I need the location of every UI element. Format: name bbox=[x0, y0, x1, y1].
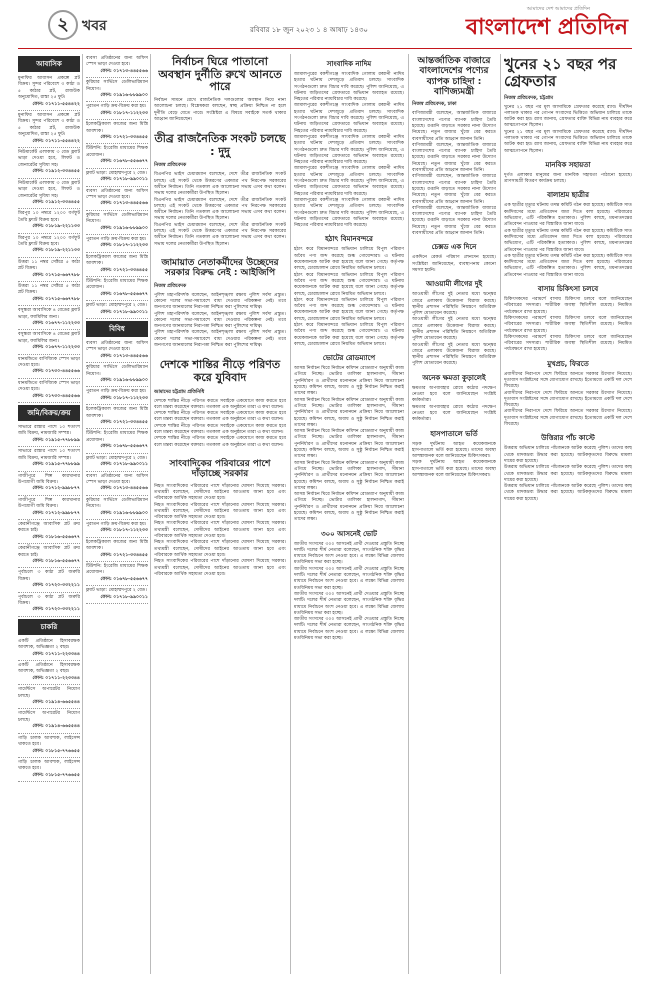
article-body: হঠাৎ করে বিমানবন্দরে অভিযান চালিয়ে বিপুল পরিমাণ অবৈধ পণ্য জব্দ করেছে শুল্ক গোয়েন্দারা। এ ঘটনায় কয়েকজনকে আটক করা হয়েছে বলে জানা গেছে। কর্তৃপক্ষ বলছে, চোরাচালান রোধে নিয়মিত অভিযান চলবে। bbox=[294, 247, 404, 272]
classified-ad-text: ব্যবসা প্রতিষ্ঠানের জন্য অফিস স্পেস ভাড়া দেওয়া হবে। bbox=[86, 188, 148, 200]
article-body: দুর্গত এলাকার মানুষের জন্য মানবিক সহায়তা পাঠানো হয়েছে। ত্রাণসামগ্রী বিতরণ কার্যক্রম চলছে। bbox=[504, 172, 632, 185]
classified-ad bbox=[18, 306, 80, 330]
classified-ad bbox=[86, 405, 148, 429]
classified-ad-phone: ফোন: ০১৭২১-৩৩৪৪৫৫ bbox=[100, 267, 148, 273]
article-body: নির্বাচন সামনে রেখে রাজনৈতিক দলগুলোর অবস্থান নিয়ে নানা আলোচনা চলছে। বিশ্লেষকরা বলছেন, স্বচ্ছ প্রক্রিয়া নিশ্চিত না হলে দুর্নীতি বেড়ে যেতে পারে। সংশ্লিষ্টরা এ বিষয়ে সবাইকে সতর্ক থাকার আহ্বান জানিয়েছেন। bbox=[154, 97, 286, 122]
center-news-column bbox=[294, 54, 404, 974]
classified-ad-text: কেরানীগঞ্জে আবাসিক প্লট ক্রয় করতে চাই। bbox=[18, 521, 80, 534]
classified-ad-phone: ফোন: ০১৭১১-২২৩৩৪৪ bbox=[32, 651, 80, 657]
article-body: আওয়ামী লীগের দুই নেতার মধ্যে দ্বন্দ্বের জেরে এলাকায় উত্তেজনা বিরাজ করছে। স্থানীয় প্রশাসন পরিস্থিতি নিয়ন্ত্রণে অতিরিক্ত পুলিশ মোতায়েন করেছে। bbox=[412, 292, 496, 317]
classified-ad-phone: ফোন: ০১৭২১-৩৩৪৪৫৫ bbox=[100, 420, 148, 426]
classified-ad bbox=[86, 102, 148, 120]
classifieds-column bbox=[18, 54, 80, 974]
classified-ad bbox=[18, 179, 80, 210]
classified-section-title: চাকরি bbox=[18, 619, 80, 635]
classified-ad bbox=[18, 74, 80, 111]
article-body: বিএনপির ভাইস চেয়ারম্যান বলেছেন, দেশে তীব্র রাজনৈতিক সংকট চলছে। এই সংকট থেকে উত্তরণের একমাত্র পথ নিরপেক্ষ সরকারের অধীনে নির্বাচন। তিনি গতকাল এক আলোচনা সভায় এসব কথা বলেন। সভায় দলের নেতাকর্মীরা উপস্থিত ছিলেন। bbox=[154, 197, 286, 222]
classified-ad-text: মিরপুর ১০ নম্বরে ১২০০ বর্গফুট তৈরি ফ্ল্যাট বিক্রয় হবে। bbox=[18, 235, 80, 247]
article-body: আওয়ামী লীগের দুই নেতার মধ্যে দ্বন্দ্বের জেরে এলাকায় উত্তেজনা বিরাজ করছে। স্থানীয় প্রশাসন পরিস্থিতি নিয়ন্ত্রণে অতিরিক্ত পুলিশ মোতায়েন করেছে। bbox=[412, 317, 496, 342]
classified-ad-text: ফ্ল্যাট ভাড়া: মোহাম্মদপুরে ২ বেড। bbox=[86, 303, 147, 309]
article-body: আসন্ন নির্বাচন ঘিরে নির্বাচন কমিশন রোডম্যাপ অনুযায়ী কাজ এগিয়ে নিচ্ছে। ভোটার তালিকা হালনাগাদ, সীমানা পুনর্নির্ধারণ ও প্রার্থীদের মনোনয়ন প্রক্রিয়া নিয়ে আলোচনা হয়েছে। কমিশন বলছে, অবাধ ও সুষ্ঠু নির্বাচন নিশ্চিত করাই তাদের লক্ষ্য। bbox=[294, 429, 404, 460]
classified-ad-text: নিউমার্কেট এলাকায় ৩ বেড ফ্ল্যাট ভাড়া দেওয়া হবে, লিফট ও জেনারেটর সুবিধা সহ। bbox=[18, 180, 80, 199]
lead-headline[interactable]: খুনের ২১ বছর পর গ্রেফতার bbox=[504, 55, 617, 91]
classified-ad-phone: ফোন: ০১৯১৬-৮৮৯৯০০ bbox=[100, 225, 148, 231]
classified-ad-text: ব্যবসা প্রতিষ্ঠানের জন্য অফিস স্পেস ভাড়া দেওয়া হবে। bbox=[86, 341, 148, 353]
article-body: দেশকে শান্তির নীড়ে পরিণত করতে সবাইকে একযোগে কাজ করতে হবে বলে মন্তব্য করেছেন বক্তারা। গতকাল এক অনুষ্ঠানে তারা এ কথা বলেন। bbox=[154, 398, 286, 410]
subhead-uttara[interactable]: উত্তিরার পাঁচ কাস্টে bbox=[541, 434, 595, 443]
classified-ad-phone: ফোন: ০১৭১৩-৪৪৫৫৬৬ bbox=[100, 353, 148, 359]
article-body: বিএনপির ভাইস চেয়ারম্যান বলেছেন, দেশে তীব্র রাজনৈতিক সংকট চলছে। এই সংকট থেকে উত্তরণের একমাত্র পথ নিরপেক্ষ সরকারের অধীনে নির্বাচন। তিনি গতকাল এক আলোচনা সভায় এসব কথা বলেন। সভায় দলের নেতাকর্মীরা উপস্থিত ছিলেন। bbox=[154, 172, 286, 197]
classified-ad-text: ব্যবসা প্রতিষ্ঠানের জন্য অফিস স্পেস ভাড়া দেওয়া হবে। bbox=[86, 56, 148, 68]
classified-ad-phone: ফোন: ০১৮১৭-১১২২৩৩ bbox=[100, 395, 148, 401]
classified-ad-text: ফ্ল্যাট ভাড়া: মোহাম্মদপুরে ২ বেড। bbox=[86, 170, 147, 176]
article-body: জাতীয় সংসদের ৩০০ আসনেই প্রার্থী দেওয়ার প্রস্তুতি নিচ্ছে দলটি। দলের শীর্ষ নেতারা বলেছেন, সাংগঠনিক শক্তি বৃদ্ধির মাধ্যমে নির্বাচনে অংশ নেওয়া হবে। এ লক্ষ্যে বিভিন্ন জেলায় মতবিনিময় সভা করা হচ্ছে। bbox=[294, 541, 404, 566]
classified-ad-text: ধানমন্ডিতে বাণিজ্যিক স্পেস ভাড়া দেওয়া হবে। bbox=[18, 356, 80, 369]
classified-ad-phone: ফোন: ০১৮১৫-৭৭৬৬৫৫ bbox=[32, 772, 80, 778]
classified-ad bbox=[86, 144, 148, 168]
article-body: আসন্ন নির্বাচন ঘিরে নির্বাচন কমিশন রোডম্যাপ অনুযায়ী কাজ এগিয়ে নিচ্ছে। ভোটার তালিকা হালনাগাদ, সীমানা পুনর্নির্ধারণ ও প্রার্থীদের মনোনয়ন প্রক্রিয়া নিয়ে আলোচনা হয়েছে। কমিশন বলছে, অবাধ ও সুষ্ঠু নির্বাচন নিশ্চিত করাই তাদের লক্ষ্য। bbox=[294, 397, 404, 428]
article-body: হঠাৎ করে বিমানবন্দরে অভিযান চালিয়ে বিপুল পরিমাণ অবৈধ পণ্য জব্দ করেছে শুল্ক গোয়েন্দারা। এ ঘটনায় কয়েকজনকে আটক করা হয়েছে বলে জানা গেছে। কর্তৃপক্ষ বলছে, চোরাচালান রোধে নিয়মিত অভিযান চলবে। bbox=[294, 272, 404, 297]
classified-ad-text: টিউশনি: ইংরেজি মাধ্যমের শিক্ষক প্রয়োজন। bbox=[86, 278, 148, 291]
classified-ad bbox=[86, 120, 148, 144]
classified-ad-phone: ফোন: ০১৭১১-৫৫৪৪২২ bbox=[32, 101, 80, 107]
classified-ad bbox=[18, 330, 80, 354]
classified-ad-text: কুরিয়ার সার্ভিসে ডেলিভারিম্যান নিয়োগ। bbox=[86, 365, 148, 377]
classifieds-column-2 bbox=[86, 54, 148, 974]
article-body: সড়ক দুর্ঘটনায় আহত কয়েকজনকে হাসপাতালে ভর্তি করা হয়েছে। তাদের অবস্থা আশঙ্কাজনক বলে জানিয়েছেন চিকিৎসকরা। bbox=[412, 460, 496, 479]
classified-ad bbox=[18, 209, 80, 233]
section-label: খবর bbox=[82, 18, 107, 34]
classified-ad-text: উত্তরা ১১ নম্বর সেক্টরে ৫ কাঠা প্লট বিক্রয়। bbox=[18, 259, 80, 272]
classified-ad-text: টিউশনি: ইংরেজি মাধ্যমের শিক্ষক প্রয়োজন। bbox=[86, 146, 148, 158]
classified-ad-phone: ফোন: ০১৭১৩-৪৪৫৫৬৬ bbox=[100, 68, 148, 74]
article-body: জামালপুরের বকশীগঞ্জে সাংবাদিক গোলাম রব্বানী নাদিম হত্যার ঘটনায় দেশজুড়ে প্রতিবাদ চলছে। সাংবাদিক সংগঠনগুলো দ্রুত বিচার দাবি করেছে। পুলিশ জানিয়েছে, এ ঘটনায় জড়িতদের গ্রেফতারে অভিযান অব্যাহত রয়েছে। নিহতের পরিবার ন্যায়বিচার দাবি করেছে। bbox=[294, 103, 404, 134]
classified-ad bbox=[86, 520, 148, 538]
byline: নিজস্ব প্রতিবেদক, ঢাকা bbox=[412, 102, 457, 108]
classified-ad-text: সাভারে রাস্তার পাশে ১০ শতাংশ জমি বিক্রয়, নামজারি সম্পন্ন। bbox=[18, 425, 80, 437]
article-body: জামালপুরের বকশীগঞ্জে সাংবাদিক গোলাম রব্বানী নাদিম হত্যার ঘটনায় দেশজুড়ে প্রতিবাদ চলছে। সাংবাদিক সংগঠনগুলো দ্রুত বিচার দাবি করেছে। পুলিশ জানিয়েছে, এ ঘটনায় জড়িতদের গ্রেফতারে অভিযান অব্যাহত রয়েছে। নিহতের পরিবার ন্যায়বিচার দাবি করেছে। bbox=[294, 134, 404, 166]
article-body: আওয়ামী লীগের দুই নেতার মধ্যে দ্বন্দ্বের জেরে এলাকায় উত্তেজনা বিরাজ করছে। স্থানীয় প্রশাসন পরিস্থিতি নিয়ন্ত্রণে অতিরিক্ত পুলিশ মোতায়েন করেছে। bbox=[412, 342, 496, 367]
classified-ad-phone: ফোন: ০১৯১২-৩৩৪৪৫৫ bbox=[32, 199, 80, 205]
classified-ad-text: ইলেকট্রিক্যাল কাজের জন্য মিস্ত্রি আবশ্যক। bbox=[86, 539, 148, 552]
classified-ad-phone: ফোন: ০১৯১২-৩৩৪৪৫৫ bbox=[32, 169, 80, 175]
classified-ad bbox=[18, 637, 80, 661]
subhead-chhatri[interactable]: বালাশ্রম ছাত্রীর bbox=[547, 191, 589, 200]
classified-ad-phone: ফোন: ০১৭১৫-৬৬৭৭৮৮ bbox=[32, 296, 80, 302]
classified-ad-phone: ফোন: ০১৯১৬-৮৮৯৯০০ bbox=[100, 93, 148, 99]
article-body: দেশকে শান্তির নীড়ে পরিণত করতে সবাইকে একযোগে কাজ করতে হবে বলে মন্তব্য করেছেন বক্তারা। গতকাল এক অনুষ্ঠানে তারা এ কথা বলেন। bbox=[154, 436, 286, 448]
classified-ad-phone: ফোন: ০১৬৭৭-১১২২৩৩ bbox=[32, 345, 80, 351]
classified-ad-phone: ফোন: ০১৯১৫-৭৭৮৮৯৯ bbox=[32, 437, 80, 443]
classified-ad bbox=[18, 568, 80, 592]
classified-ad-phone: ফোন: ০১৬৭৮-৫৫৬৬৭৭ bbox=[100, 576, 148, 582]
article-body: এক ছাত্রীর মৃত্যুর ঘটনায় তদন্ত কমিটি গঠন করা হয়েছে। কমিটিকে সাত কর্মদিবসের মধ্যে প্রতিবেদন জমা দিতে বলা হয়েছে। পরিবারের অভিযোগ, এটি পরিকল্পিত হত্যাকাণ্ড। পুলিশ বলছে, ময়নাতদন্তের প্রতিবেদন পাওয়ার পর বিস্তারিত জানা যাবে। bbox=[504, 253, 632, 278]
column-divider bbox=[150, 54, 151, 974]
masthead bbox=[0, 0, 650, 50]
article-body: উত্তরায় অভিযান চালিয়ে পাঁচজনকে আটক করেছে পুলিশ। তাদের কাছ থেকে মাদকদ্রব্য উদ্ধার করা হয়েছে। আটককৃতদের বিরুদ্ধে মামলা দায়ের করা হয়েছে। bbox=[504, 484, 632, 502]
classified-ad-text: পুরাতন গাড়ি ক্রয়-বিক্রয় করা হয়। bbox=[86, 389, 147, 395]
headline-awami[interactable]: আওয়ামী লীগের দুই bbox=[425, 280, 483, 289]
classified-ad bbox=[18, 709, 80, 733]
classified-ad-text: পূর্বাচলে ৩ কাঠা প্লট জরুরি বিক্রয়। bbox=[18, 570, 80, 582]
article-body: জামালপুরের বকশীগঞ্জে সাংবাদিক গোলাম রব্বানী নাদিম হত্যার ঘটনায় দেশজুড়ে প্রতিবাদ চলছে। সাংবাদিক সংগঠনগুলো দ্রুত বিচার দাবি করেছে। পুলিশ জানিয়েছে, এ ঘটনায় জড়িতদের গ্রেফতারে অভিযান অব্যাহত রয়েছে। নিহতের পরিবার ন্যায়বিচার দাবি করেছে। bbox=[294, 72, 404, 103]
article-body: খুনের ২১ বছর পর মূল আসামিকে গ্রেফতার করেছে র‍্যাব। দীর্ঘদিন পলাতক থাকার পর গোপন সংবাদের ভিত্তিতে অভিযান চালিয়ে তাকে আটক করা হয়। র‍্যাব জানায়, গ্রেফতার ব্যক্তি বিভিন্ন নাম ব্যবহার করে আত্মগোপনে ছিলেন। bbox=[504, 104, 632, 129]
classified-ad-phone: ফোন: ০১৯১৪-৬৬৫৫৪৪ bbox=[32, 700, 80, 706]
classified-ad-phone: ফোন: ০১৭১৮-৯৯০০১১ bbox=[100, 462, 148, 468]
article-body: আসন্ন নির্বাচন ঘিরে নির্বাচন কমিশন রোডম্যাপ অনুযায়ী কাজ এগিয়ে নিচ্ছে। ভোটার তালিকা হালনাগাদ, সীমানা পুনর্নির্ধারণ ও প্রার্থীদের মনোনয়ন প্রক্রিয়া নিয়ে আলোচনা হয়েছে। কমিশন বলছে, অবাধ ও সুষ্ঠু নির্বাচন নিশ্চিত করাই তাদের লক্ষ্য। bbox=[294, 366, 404, 397]
article-body: জাতীয় সংসদের ৩০০ আসনেই প্রার্থী দেওয়ার প্রস্তুতি নিচ্ছে দলটি। দলের শীর্ষ নেতারা বলেছেন, সাংগঠনিক শক্তি বৃদ্ধির মাধ্যমে নির্বাচনে অংশ নেওয়া হবে। এ লক্ষ্যে বিভিন্ন জেলায় মতবিনিময় সভা করা হচ্ছে। bbox=[294, 617, 404, 642]
article-body: বাণিজ্যমন্ত্রী বলেছেন, আন্তর্জাতিক বাজারে বাংলাদেশের পণ্যের ব্যাপক চাহিদা তৈরি হয়েছে। রপ্তানি বাড়াতে সরকার নানা উদ্যোগ নিয়েছে। নতুন বাজার খুঁজে বের করতে ব্যবসায়ীদের প্রতি আহ্বান জানান তিনি। bbox=[412, 142, 496, 174]
classified-ad bbox=[86, 235, 148, 253]
classified-ad bbox=[86, 387, 148, 405]
classified-section-title: জমি/বিক্রয়/ক্রয় bbox=[18, 405, 80, 421]
article-body: ক্ষমতার অপব্যবহার রোধে কঠোর পদক্ষেপ নেওয়া হবে বলে জানিয়েছেন সংশ্লিষ্ট কর্মকর্তারা। bbox=[412, 385, 496, 404]
classified-ad-phone: ফোন: ০১৭১৮-৯৯০০১১ bbox=[100, 594, 148, 600]
headline-dudu[interactable]: তীব্র রাজনৈতিক সংকট চলছে : দুদু bbox=[154, 132, 286, 158]
article-body: জামালপুরের বকশীগঞ্জে সাংবাদিক গোলাম রব্বানী নাদিম হত্যার ঘটনায় দেশজুড়ে প্রতিবাদ চলছে। সাংবাদিক সংগঠনগুলো দ্রুত বিচার দাবি করেছে। পুলিশ জানিয়েছে, এ ঘটনায় জড়িতদের গ্রেফতারে অভিযান অব্যাহত রয়েছে। নিহতের পরিবার ন্যায়বিচার দাবি করেছে। bbox=[294, 166, 404, 197]
classified-ad bbox=[18, 423, 80, 447]
classified-ad bbox=[18, 544, 80, 568]
classified-ad bbox=[86, 586, 148, 604]
article-body: প্রবাসীদের নিরাপদে দেশে ফিরিয়ে আনতে সরকার উদ্যোগ নিয়েছে। দূতাবাস সংশ্লিষ্টদের সঙ্গে যোগাযোগ রাখছে। ইতোমধ্যে একটি দল দেশে ফিরেছে। bbox=[504, 371, 632, 390]
classified-ad-text: গাড়ি চালক আবশ্যক, লাইসেন্স থাকতে হবে। bbox=[18, 735, 80, 748]
classified-ad-phone: ফোন: ০১৮১৭-১১২২৩৩ bbox=[100, 243, 148, 249]
classified-ad-phone: ফোন: ০১৭১২-৯৯৮৮৭৭ bbox=[32, 486, 80, 492]
classified-ad bbox=[18, 148, 80, 179]
classified-ad bbox=[86, 562, 148, 586]
classified-ad-text: মিরপুর ১০ নম্বরে ১২০০ বর্গফুট তৈরি ফ্ল্যাট বিক্রয় হবে। bbox=[18, 211, 80, 223]
classified-ad bbox=[18, 472, 80, 496]
headline-igp[interactable]: জামায়াত নেতাকর্মীদের উচ্ছেদের সরকার বিরুদ্ধ নেই : আইজিপি bbox=[161, 257, 279, 279]
article-body: বাণিজ্যমন্ত্রী বলেছেন, আন্তর্জাতিক বাজারে বাংলাদেশের পণ্যের ব্যাপক চাহিদা তৈরি হয়েছে। রপ্তানি বাড়াতে সরকার নানা উদ্যোগ নিয়েছে। নতুন বাজার খুঁজে বের করতে ব্যবসায়ীদের প্রতি আহ্বান জানান তিনি। bbox=[412, 174, 496, 205]
classified-ad bbox=[18, 355, 80, 379]
classified-ad-text: পূর্বাচলে ৩ কাঠা প্লট জরুরি বিক্রয়। bbox=[18, 594, 80, 606]
header-rule bbox=[18, 48, 632, 49]
article-body: পুলিশ মহাপরিদর্শক বলেছেন, আইনশৃঙ্খলা রক্ষায় পুলিশ সর্বদা প্রস্তুত। কোনো দলের সভা-সমাবেশে বাধা দেওয়ার পরিকল্পনা নেই। তবে জনগণের জানমালের নিরাপত্তা নিশ্চিত করা পুলিশের দায়িত্ব। bbox=[154, 292, 286, 311]
classified-ad-phone: ফোন: ০১৭১৮-৯৯০০১১ bbox=[100, 309, 148, 315]
classified-ad bbox=[18, 496, 80, 520]
classified-ad-text: কুরিয়ার সার্ভিসে ডেলিভারিম্যান নিয়োগ। bbox=[86, 80, 148, 92]
classified-ad-text: মুনাফির আবাসন প্রকল্পে প্লট বিক্রয়। সুন্দর পরিবেশে ৩ কাঠা ও ৫ কাঠার প্লট, রাজউক অনুমোদিত, রাস্তা ২৫ ফুট। bbox=[18, 76, 80, 101]
article-body: উত্তরায় অভিযান চালিয়ে পাঁচজনকে আটক করেছে পুলিশ। তাদের কাছ থেকে মাদকদ্রব্য উদ্ধার করা হয়েছে। আটককৃতদের বিরুদ্ধে মামলা দায়ের করা হয়েছে। bbox=[504, 446, 632, 464]
headline-sangbadik[interactable]: সাংবাদিকের পরিবারের পাশে দাঁড়াচ্ছে সরকার bbox=[169, 458, 271, 480]
classified-ad bbox=[86, 301, 148, 319]
classified-ad-phone: ফোন: ০১৮১৭-১১২২৩৩ bbox=[100, 528, 148, 534]
mid-right-column bbox=[412, 54, 496, 974]
classified-ad bbox=[86, 363, 148, 387]
headline-roadmap[interactable]: ভোটের রোডম্যাপে bbox=[322, 354, 376, 363]
classified-ad bbox=[86, 54, 148, 78]
headline-hospital[interactable]: হাসপাতালে ভর্তি bbox=[430, 429, 478, 438]
article-body: নিহত সাংবাদিকের পরিবারের পাশে দাঁড়ানোর ঘোষণা দিয়েছে সরকার। তথ্যমন্ত্রী বলেছেন, দোষীদের আইনের আওতায় আনা হবে এবং পরিবারকে আর্থিক সহায়তা দেওয়া হবে। bbox=[154, 521, 286, 540]
article-body: এক ছাত্রীর মৃত্যুর ঘটনায় তদন্ত কমিটি গঠন করা হয়েছে। কমিটিকে সাত কর্মদিবসের মধ্যে প্রতিবেদন জমা দিতে বলা হয়েছে। পরিবারের অভিযোগ, এটি পরিকল্পিত হত্যাকাণ্ড। পুলিশ বলছে, ময়নাতদন্তের প্রতিবেদন পাওয়ার পর বিস্তারিত জানা যাবে। bbox=[504, 203, 632, 228]
classified-ad-phone: ফোন: ০১৭২১-৩৩৪৪৫৫ bbox=[100, 135, 148, 141]
classified-ad-text: ইলেকট্রিক্যাল কাজের জন্য মিস্ত্রি আবশ্যক। bbox=[86, 122, 148, 134]
classified-ad-text: গার্মেন্টসে অপারেটর নিয়োগ চলছে। bbox=[18, 711, 80, 723]
kicker-nadim[interactable]: সাংবাদিক নাদিম bbox=[326, 60, 372, 68]
article-body: নিহত সাংবাদিকের পরিবারের পাশে দাঁড়ানোর ঘোষণা দিয়েছে সরকার। তথ্যমন্ত্রী বলেছেন, দোষীদের আইনের আওতায় আনা হবে এবং পরিবারকে আর্থিক সহায়তা দেওয়া হবে। bbox=[154, 502, 286, 521]
subhead-mukhprach[interactable]: মুখপ্রচ, ফিরতে bbox=[547, 359, 589, 368]
article-body: চিকিৎসকদের পরামর্শে বাসায় চিকিৎসা চলবে বলে জানিয়েছেন পরিবারের সদস্যরা। শারীরিক অবস্থা স্থিতিশীল রয়েছে। নিয়মিত পর্যবেক্ষণে রাখা হয়েছে। bbox=[504, 297, 632, 315]
article-body: সড়ক দুর্ঘটনায় আহত কয়েকজনকে হাসপাতালে ভর্তি করা হয়েছে। তাদের অবস্থা আশঙ্কাজনক বলে জানিয়েছেন চিকিৎসকরা। bbox=[412, 441, 496, 460]
classified-ad-phone: ফোন: ০১৭১২-৯৯৮৮৭৭ bbox=[32, 510, 80, 516]
column-divider bbox=[408, 54, 409, 974]
headline-banijya[interactable]: আন্তর্জাতিক বাজারে বাংলাদেশের পণ্যের ব্যাপক চাহিদা : বাণিজ্যমন্ত্রী bbox=[417, 56, 491, 98]
masthead-tagline: আমাদের দেশ আমাদের প্রতিদিন bbox=[526, 6, 590, 12]
classified-ad bbox=[86, 187, 148, 211]
column-divider bbox=[500, 54, 501, 974]
article-body: এক ছাত্রীর মৃত্যুর ঘটনায় তদন্ত কমিটি গঠন করা হয়েছে। কমিটিকে সাত কর্মদিবসের মধ্যে প্রতিবেদন জমা দিতে বলা হয়েছে। পরিবারের অভিযোগ, এটি পরিকল্পিত হত্যাকাণ্ড। পুলিশ বলছে, ময়নাতদন্তের প্রতিবেদন পাওয়ার পর বিস্তারিত জানা যাবে। bbox=[504, 228, 632, 253]
classified-ad-phone: ফোন: ০১৬৭৮-৫৫৬৬৭৭ bbox=[100, 291, 148, 297]
classified-ad-text: বসুন্ধরা আবাসিকে ৪ বেডের ফ্ল্যাট ভাড়া, ফ্যামিলির জন্য। bbox=[18, 332, 80, 344]
classified-ad-text: একটি প্রতিষ্ঠানে হিসাবরক্ষক আবশ্যক, অভিজ্ঞতা ২ বছর। bbox=[18, 663, 80, 675]
byline: আমাদের চট্টগ্রাম প্রতিনিধি bbox=[154, 389, 205, 395]
article-body: চিকিৎসকদের পরামর্শে বাসায় চিকিৎসা চলবে বলে জানিয়েছেন পরিবারের সদস্যরা। শারীরিক অবস্থা স্থিতিশীল রয়েছে। নিয়মিত পর্যবেক্ষণে রাখা হয়েছে। bbox=[504, 315, 632, 334]
newspaper-logo[interactable]: বাংলাদেশ প্রতিদিন bbox=[465, 14, 628, 40]
classified-ad bbox=[86, 78, 148, 102]
classified-ad-text: উত্তরা ১১ নম্বর সেক্টরে ৫ কাঠা প্লট বিক্রয়। bbox=[18, 283, 80, 296]
subhead-manobik[interactable]: মানবিক সহায়তা bbox=[545, 160, 591, 169]
classified-ad-text: পুরাতন গাড়ি ক্রয়-বিক্রয় করা হয়। bbox=[86, 521, 147, 527]
article-body: হঠাৎ করে বিমানবন্দরে অভিযান চালিয়ে বিপুল পরিমাণ অবৈধ পণ্য জব্দ করেছে শুল্ক গোয়েন্দারা। এ ঘটনায় কয়েকজনকে আটক করা হয়েছে বলে জানা গেছে। কর্তৃপক্ষ বলছে, চোরাচালান রোধে নিয়মিত অভিযান চলবে। bbox=[294, 297, 404, 322]
classified-ad-text: ধানমন্ডিতে বাণিজ্যিক স্পেস ভাড়া দেওয়া হবে। bbox=[18, 380, 80, 393]
classified-ad-phone: ফোন: ০১৯১৫-৭৭৮৮৯৯ bbox=[32, 462, 80, 468]
classified-ad bbox=[86, 429, 148, 453]
article-body: বাণিজ্যমন্ত্রী বলেছেন, আন্তর্জাতিক বাজারে বাংলাদেশের পণ্যের ব্যাপক চাহিদা তৈরি হয়েছে। রপ্তানি বাড়াতে সরকার নানা উদ্যোগ নিয়েছে। নতুন বাজার খুঁজে বের করতে ব্যবসায়ীদের প্রতি আহ্বান জানান তিনি। bbox=[412, 111, 496, 142]
classified-ad-phone: ফোন: ০১৮১৬-৫৫৬৬৭৭ bbox=[32, 534, 80, 540]
classified-ad bbox=[86, 538, 148, 562]
classified-ad-phone: ফোন: ০১৭১৩-৪৪৫৫৬৬ bbox=[100, 201, 148, 207]
classified-ad-text: টিউশনি: ইংরেজি মাধ্যমের শিক্ষক প্রয়োজন। bbox=[86, 431, 148, 443]
classified-ad bbox=[18, 685, 80, 709]
classified-ad-text: কুরিয়ার সার্ভিসে ডেলিভারিম্যান নিয়োগ। bbox=[86, 497, 148, 510]
classified-ad-text: গাজীপুরে শিল্প কারখানার উপযোগী জমি বিক্রয়। bbox=[18, 497, 80, 510]
article-body: দেশকে শান্তির নীড়ে পরিণত করতে সবাইকে একযোগে কাজ করতে হবে বলে মন্তব্য করেছেন বক্তারা। গতকাল এক অনুষ্ঠানে তারা এ কথা বলেন। bbox=[154, 411, 286, 423]
article-body: হঠাৎ করে বিমানবন্দরে অভিযান চালিয়ে বিপুল পরিমাণ অবৈধ পণ্য জব্দ করেছে শুল্ক গোয়েন্দারা। এ ঘটনায় কয়েকজনকে আটক করা হয়েছে বলে জানা গেছে। কর্তৃপক্ষ বলছে, চোরাচালান রোধে নিয়মিত অভিযান চলবে। bbox=[294, 322, 404, 347]
article-body: নিহত সাংবাদিকের পরিবারের পাশে দাঁড়ানোর ঘোষণা দিয়েছে সরকার। তথ্যমন্ত্রী বলেছেন, দোষীদের আইনের আওতায় আনা হবে এবং পরিবারকে আর্থিক সহায়তা দেওয়া হবে। bbox=[154, 483, 286, 502]
classified-ad-phone: ফোন: ০১৮১৯-২২১১৩৩ bbox=[32, 224, 80, 230]
classified-ad-phone: ফোন: ০১৭১১-৫৫৪৪২২ bbox=[32, 138, 80, 144]
classified-ad-text: গাজীপুরে শিল্প কারখানার উপযোগী জমি বিক্রয়। bbox=[18, 473, 80, 485]
classified-ad bbox=[86, 496, 148, 520]
right-lead-column bbox=[504, 54, 632, 974]
article-body: চিকিৎসকদের পরামর্শে বাসায় চিকিৎসা চলবে বলে জানিয়েছেন পরিবারের সদস্যরা। শারীরিক অবস্থা স্থিতিশীল রয়েছে। নিয়মিত পর্যবেক্ষণে রাখা হয়েছে। bbox=[504, 334, 632, 353]
article-body: আসন্ন নির্বাচন ঘিরে নির্বাচন কমিশন রোডম্যাপ অনুযায়ী কাজ এগিয়ে নিচ্ছে। ভোটার তালিকা হালনাগাদ, সীমানা পুনর্নির্ধারণ ও প্রার্থীদের মনোনয়ন প্রক্রিয়া নিয়ে আলোচনা হয়েছে। কমিশন বলছে, অবাধ ও সুষ্ঠু নির্বাচন নিশ্চিত করাই তাদের লক্ষ্য। bbox=[294, 460, 404, 491]
classified-ad bbox=[18, 234, 80, 258]
article-body: একদিনে রেকর্ড পরিমাণ লেনদেন হয়েছে। সংশ্লিষ্টরা জানিয়েছেন, ব্যবস্থাপনায় কোনো সমস্যা হয়নি। bbox=[412, 255, 496, 273]
classified-ad-phone: ফোন: ০১৮১৯-২২১১৩৩ bbox=[32, 248, 80, 254]
classified-ad-text: ইলেকট্রিক্যাল কাজের জন্য মিস্ত্রি আবশ্যক। bbox=[86, 254, 148, 267]
classified-ad-text: কেরানীগঞ্জে আবাসিক প্লট ক্রয় করতে চাই। bbox=[18, 546, 80, 558]
classified-ad-text: মুনাফির আবাসন প্রকল্পে প্লট বিক্রয়। সুন্দর পরিবেশে ৩ কাঠা ও ৫ কাঠার প্লট, রাজউক অনুমোদিত, রাস্তা ২৫ ফুট। bbox=[18, 113, 80, 138]
classified-ad bbox=[86, 169, 148, 187]
classified-ad-text: পুরাতন গাড়ি ক্রয়-বিক্রয় করা হয়। bbox=[86, 236, 147, 242]
article-body: খুনের ২১ বছর পর মূল আসামিকে গ্রেফতার করেছে র‍্যাব। দীর্ঘদিন পলাতক থাকার পর গোপন সংবাদের ভিত্তিতে অভিযান চালিয়ে তাকে আটক করা হয়। র‍্যাব জানায়, গ্রেফতার ব্যক্তি বিভিন্ন নাম ব্যবহার করে আত্মগোপনে ছিলেন। bbox=[504, 129, 632, 154]
article-body: নিহত সাংবাদিকের পরিবারের পাশে দাঁড়ানোর ঘোষণা দিয়েছে সরকার। তথ্যমন্ত্রী বলেছেন, দোষীদের আইনের আওতায় আনা হবে এবং পরিবারকে আর্থিক সহায়তা দেওয়া হবে। bbox=[154, 559, 286, 577]
article-body: আসন্ন নির্বাচন ঘিরে নির্বাচন কমিশন রোডম্যাপ অনুযায়ী কাজ এগিয়ে নিচ্ছে। ভোটার তালিকা হালনাগাদ, সীমানা পুনর্নির্ধারণ ও প্রার্থীদের মনোনয়ন প্রক্রিয়া নিয়ে আলোচনা হয়েছে। কমিশন বলছে, অবাধ ও সুষ্ঠু নির্বাচন নিশ্চিত করাই তাদের লক্ষ্য। bbox=[294, 492, 404, 523]
headline-check[interactable]: চেক্সড এক দিনে bbox=[431, 243, 477, 252]
article-body: নিহত সাংবাদিকের পরিবারের পাশে দাঁড়ানোর ঘোষণা দিয়েছে সরকার। তথ্যমন্ত্রী বলেছেন, দোষীদের আইনের আওতায় আনা হবে এবং পরিবারকে আর্থিক সহায়তা দেওয়া হবে। bbox=[154, 540, 286, 558]
classified-ad-phone: ফোন: ০১৭১৩-৪৪৫৫৬৬ bbox=[100, 486, 148, 492]
classified-ad-text: কুরিয়ার সার্ভিসে ডেলিভারিম্যান নিয়োগ। bbox=[86, 212, 148, 225]
classified-ad bbox=[18, 520, 80, 544]
page-number: ২ bbox=[48, 10, 78, 40]
headline-shantir-nir[interactable]: দেশকে শান্তির নীড়ে পরিণত করে যুবিবাদ bbox=[159, 358, 281, 384]
article-body: বিএনপির ভাইস চেয়ারম্যান বলেছেন, দেশে তীব্র রাজনৈতিক সংকট চলছে। এই সংকট থেকে উত্তরণের একমাত্র পথ নিরপেক্ষ সরকারের অধীনে নির্বাচন। তিনি গতকাল এক আলোচনা সভায় এসব কথা বলেন। সভায় দলের নেতাকর্মীরা উপস্থিত ছিলেন। bbox=[154, 222, 286, 247]
classified-ad bbox=[18, 734, 80, 758]
article-body: উত্তরায় অভিযান চালিয়ে পাঁচজনকে আটক করেছে পুলিশ। তাদের কাছ থেকে মাদকদ্রব্য উদ্ধার করা হয়েছে। আটককৃতদের বিরুদ্ধে মামলা দায়ের করা হয়েছে। bbox=[504, 465, 632, 483]
byline: নিজস্ব প্রতিবেদক, চট্টগ্রাম bbox=[504, 95, 553, 101]
classified-ad bbox=[18, 758, 80, 782]
classified-ad bbox=[86, 253, 148, 277]
classified-ad bbox=[86, 277, 148, 301]
byline: নিজস্ব প্রতিবেদক bbox=[154, 283, 187, 289]
headline-nirbachon[interactable]: নির্বাচন ঘিরে পাতানো অবস্থান দুর্নীতি রুখে আনতে পারে bbox=[158, 55, 282, 94]
article-body: দেশকে শান্তির নীড়ে পরিণত করতে সবাইকে একযোগে কাজ করতে হবে বলে মন্তব্য করেছেন বক্তারা। গতকাল এক অনুষ্ঠানে তারা এ কথা বলেন। bbox=[154, 423, 286, 436]
classified-ad-phone: ফোন: ০১৭১৫-৬৬৭৭৮৮ bbox=[32, 272, 80, 278]
classified-ad bbox=[86, 472, 148, 496]
article-body: ক্ষমতার অপব্যবহার রোধে কঠোর পদক্ষেপ নেওয়া হবে বলে জানিয়েছেন সংশ্লিষ্ট কর্মকর্তারা। bbox=[412, 404, 496, 423]
article-body: প্রবাসীদের নিরাপদে দেশে ফিরিয়ে আনতে সরকার উদ্যোগ নিয়েছে। দূতাবাস সংশ্লিষ্টদের সঙ্গে যোগাযোগ রাখছে। ইতোমধ্যে একটি দল দেশে ফিরেছে। bbox=[504, 390, 632, 409]
classified-ad bbox=[18, 282, 80, 306]
classified-ad-text: একটি প্রতিষ্ঠানে হিসাবরক্ষক আবশ্যক, অভিজ্ঞতা ২ বছর। bbox=[18, 638, 80, 651]
column-divider bbox=[290, 54, 291, 974]
dateline: রবিবার ১৮ জুন ২০২৩ ১ ৪ আষাঢ় ১৪৩০ bbox=[250, 26, 368, 34]
classified-ad-text: পুরাতন গাড়ি ক্রয়-বিক্রয় করা হয়। bbox=[86, 104, 147, 110]
classified-ad-text: ব্যবসা প্রতিষ্ঠানের জন্য অফিস স্পেস ভাড়া দেওয়া হবে। bbox=[86, 473, 148, 485]
classified-ad-phone: ফোন: ০১৭২১-৩৩৪৪৫৫ bbox=[100, 552, 148, 558]
column-divider bbox=[82, 54, 83, 974]
classified-ad bbox=[18, 593, 80, 617]
classified-ad bbox=[86, 339, 148, 363]
classified-ad bbox=[18, 661, 80, 685]
byline: নিজস্ব প্রতিবেদক bbox=[154, 163, 187, 169]
classified-ad-phone: ফোন: ০১৭১৮-৯৯০০১১ bbox=[100, 177, 148, 183]
article-body: পুলিশ মহাপরিদর্শক বলেছেন, আইনশৃঙ্খলা রক্ষায় পুলিশ সর্বদা প্রস্তুত। কোনো দলের সভা-সমাবেশে বাধা দেওয়ার পরিকল্পনা নেই। তবে জনগণের জানমালের নিরাপত্তা নিশ্চিত করা পুলিশের দায়িত্ব। bbox=[154, 311, 286, 330]
classified-ad bbox=[18, 447, 80, 471]
classified-section-title: বিবিধ bbox=[86, 321, 148, 337]
classified-ad-text: সাভারে রাস্তার পাশে ১০ শতাংশ জমি বিক্রয়, নামজারি সম্পন্ন। bbox=[18, 449, 80, 461]
left-news-column bbox=[154, 54, 286, 974]
classified-ad bbox=[18, 111, 80, 148]
classified-ad-text: গার্মেন্টসে অপারেটর নিয়োগ চলছে। bbox=[18, 687, 80, 699]
classified-ad-phone: ফোন: ০১৭৩০-৪৪৫৫৬৬ bbox=[32, 369, 80, 375]
classified-ad-phone: ফোন: ০১৮১৭-১১২২৩৩ bbox=[100, 110, 148, 116]
classified-ad-text: টিউশনি: ইংরেজি মাধ্যমের শিক্ষক প্রয়োজন। bbox=[86, 563, 148, 576]
classified-ad-text: বসুন্ধরা আবাসিকে ৪ বেডের ফ্ল্যাট ভাড়া, ফ্যামিলির জন্য। bbox=[18, 308, 80, 320]
classified-ad-phone: ফোন: ০১৭২০-৩৩২২১১ bbox=[32, 583, 80, 589]
article-body: জাতীয় সংসদের ৩০০ আসনেই প্রার্থী দেওয়ার প্রস্তুতি নিচ্ছে দলটি। দলের শীর্ষ নেতারা বলেছেন, সাংগঠনিক শক্তি বৃদ্ধির মাধ্যমে নির্বাচনে অংশ নেওয়া হবে। এ লক্ষ্যে বিভিন্ন জেলায় মতবিনিময় সভা করা হচ্ছে। bbox=[294, 591, 404, 616]
classified-ad-phone: ফোন: ০১৭৩০-৪৪৫৫৬৬ bbox=[32, 393, 80, 399]
classified-ad-phone: ফোন: ০১৮১৬-৫৫৬৬৭৭ bbox=[32, 558, 80, 564]
classified-ad-phone: ফোন: ০১৮১৫-৭৭৬৬৫৫ bbox=[32, 748, 80, 754]
classified-ad-phone: ফোন: ০১৬৭৮-৫৫৬৬৭৭ bbox=[100, 159, 148, 165]
classified-ad-text: ইলেকট্রিক্যাল কাজের জন্য মিস্ত্রি আবশ্যক। bbox=[86, 407, 148, 419]
article-body: প্রবাসীদের নিরাপদে দেশে ফিরিয়ে আনতে সরকার উদ্যোগ নিয়েছে। দূতাবাস সংশ্লিষ্টদের সঙ্গে যোগাযোগ রাখছে। ইতোমধ্যে একটি দল দেশে ফিরেছে। bbox=[504, 409, 632, 428]
article-body: পুলিশ মহাপরিদর্শক বলেছেন, আইনশৃঙ্খলা রক্ষায় পুলিশ সর্বদা প্রস্তুত। কোনো দলের সভা-সমাবেশে বাধা দেওয়ার পরিকল্পনা নেই। তবে জনগণের জানমালের নিরাপত্তা নিশ্চিত করা পুলিশের দায়িত্ব। bbox=[154, 330, 286, 349]
subhead-basay[interactable]: বাসায় চিকিৎসা চলবে bbox=[537, 285, 599, 294]
headline-300-ason[interactable]: ৩০০ আসনেই ভোট bbox=[321, 529, 377, 538]
classified-ad-phone: ফোন: ০১৯১৪-৬৬৫৫৪৪ bbox=[32, 724, 80, 730]
article-body: বাণিজ্যমন্ত্রী বলেছেন, আন্তর্জাতিক বাজারে বাংলাদেশের পণ্যের ব্যাপক চাহিদা তৈরি হয়েছে। রপ্তানি বাড়াতে সরকার নানা উদ্যোগ নিয়েছে। নতুন বাজার খুঁজে বের করতে ব্যবসায়ীদের প্রতি আহ্বান জানান তিনি। bbox=[412, 205, 496, 237]
classified-section-title: আবাসিক bbox=[18, 56, 80, 72]
classified-ad bbox=[18, 379, 80, 403]
classified-ad-phone: ফোন: ০১৯১৬-৮৮৯৯০০ bbox=[100, 510, 148, 516]
classified-ad-phone: ফোন: ০১৭১১-২২৩৩৪৪ bbox=[32, 675, 80, 681]
classified-ad-phone: ফোন: ০১৬৭৮-৫৫৬৬৭৭ bbox=[100, 444, 148, 450]
classified-ad-phone: ফোন: ০১৬৭৭-১১২২৩৩ bbox=[32, 321, 80, 326]
headline-khomota[interactable]: অনেক ক্ষমতা কুড়ালেই bbox=[422, 373, 486, 382]
classified-ad bbox=[86, 211, 148, 235]
classified-ad bbox=[86, 454, 148, 472]
classified-ad-phone: ফোন: ০১৭২০-৩৩২২১১ bbox=[32, 607, 80, 613]
classified-ad-phone: ফোন: ০১৯১৬-৮৮৯৯০০ bbox=[100, 378, 148, 384]
classified-ad-text: ফ্ল্যাট ভাড়া: মোহাম্মদপুরে ২ বেড। bbox=[86, 455, 147, 461]
classified-ad-text: নিউমার্কেট এলাকায় ৩ বেড ফ্ল্যাট ভাড়া দেওয়া হবে, লিফট ও জেনারেটর সুবিধা সহ। bbox=[18, 150, 80, 168]
article-body: জামালপুরের বকশীগঞ্জে সাংবাদিক গোলাম রব্বানী নাদিম হত্যার ঘটনায় দেশজুড়ে প্রতিবাদ চলছে। সাংবাদিক সংগঠনগুলো দ্রুত বিচার দাবি করেছে। পুলিশ জানিয়েছে, এ ঘটনায় জড়িতদের গ্রেফতারে অভিযান অব্যাহত রয়েছে। নিহতের পরিবার ন্যায়বিচার দাবি করেছে। bbox=[294, 197, 404, 229]
article-body: জাতীয় সংসদের ৩০০ আসনেই প্রার্থী দেওয়ার প্রস্তুতি নিচ্ছে দলটি। দলের শীর্ষ নেতারা বলেছেন, সাংগঠনিক শক্তি বৃদ্ধির মাধ্যমে নির্বাচনে অংশ নেওয়া হবে। এ লক্ষ্যে বিভিন্ন জেলায় মতবিনিময় সভা করা হচ্ছে। bbox=[294, 566, 404, 591]
classified-ad-text: ফ্ল্যাট ভাড়া: মোহাম্মদপুরে ২ বেড। bbox=[86, 588, 147, 594]
classified-ad-text: গাড়ি চালক আবশ্যক, লাইসেন্স থাকতে হবে। bbox=[18, 759, 80, 772]
classified-ad bbox=[18, 258, 80, 282]
headline-biman[interactable]: হঠাৎ বিমানবন্দরে bbox=[325, 235, 373, 244]
